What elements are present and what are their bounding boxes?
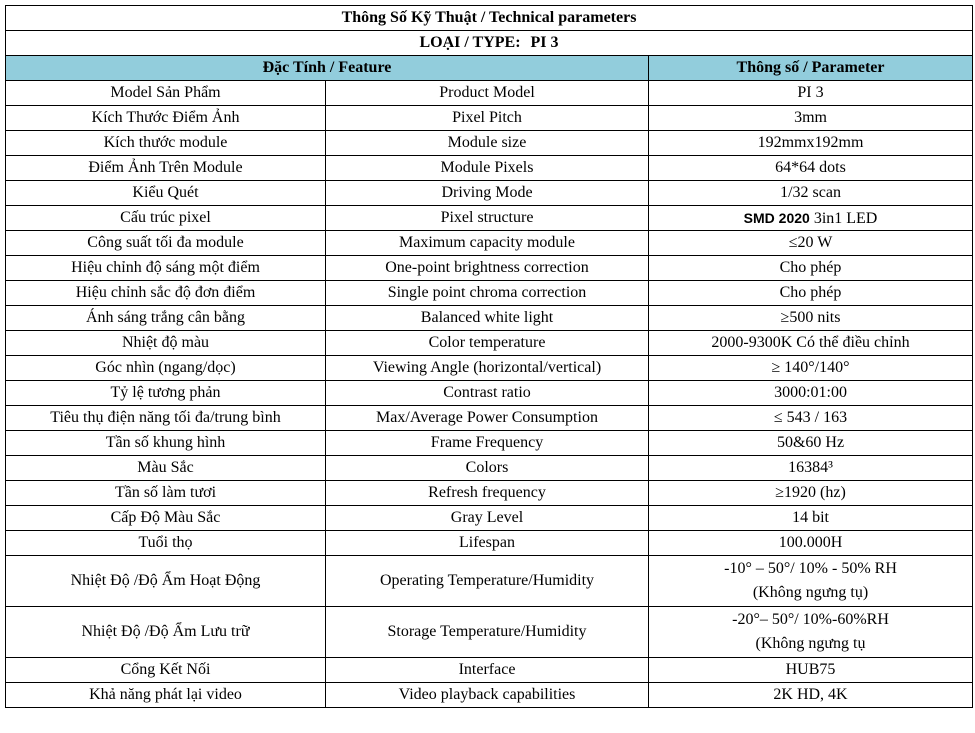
feature-vi-cell: Tần số làm tươi — [6, 481, 326, 506]
feature-en-cell: Module size — [326, 131, 649, 156]
parameter-cell — [649, 456, 973, 481]
feature-vi-cell: Cấu trúc pixel — [6, 206, 326, 231]
feature-vi-cell: Tuổi thọ — [6, 531, 326, 556]
feature-en-cell: Operating Temperature/Humidity — [326, 556, 649, 607]
table-row — [6, 406, 973, 431]
feature-vi-cell: Nhiệt độ màu — [6, 331, 326, 356]
type-row — [6, 31, 973, 56]
parameter-value: 3in1 LED — [813, 209, 878, 227]
table-row — [6, 131, 973, 156]
feature-en-cell: Pixel Pitch — [326, 106, 649, 131]
parameter-value: 16384³ — [788, 459, 833, 476]
feature-en-cell: Storage Temperature/Humidity — [326, 607, 649, 658]
feature-en-cell: Balanced white light — [326, 306, 649, 331]
feature-en-cell: Color temperature — [326, 331, 649, 356]
parameter-value: 2K HD, 4K — [773, 686, 848, 703]
parameter-cell — [649, 131, 973, 156]
feature-en-cell: Video playback capabilities — [326, 683, 649, 708]
parameter-value: 14 bit — [792, 509, 829, 526]
feature-en-cell: One-point brightness correction — [326, 256, 649, 281]
feature-vi-cell: Cổng Kết Nối — [6, 658, 326, 683]
feature-en-cell: Lifespan — [326, 531, 649, 556]
parameter-cell — [649, 181, 973, 206]
feature-en-cell: Maximum capacity module — [326, 231, 649, 256]
parameter-cell — [649, 506, 973, 531]
table-row — [6, 456, 973, 481]
parameter-cell — [649, 156, 973, 181]
type-cell — [6, 31, 973, 56]
parameter-cell — [649, 683, 973, 708]
table-row — [6, 531, 973, 556]
table-row — [6, 281, 973, 306]
feature-vi-cell: Tiêu thụ điện năng tối đa/trung bình — [6, 406, 326, 431]
feature-en-cell: Gray Level — [326, 506, 649, 531]
feature-vi-cell: Màu Sắc — [6, 456, 326, 481]
parameter-value: PI 3 — [797, 84, 824, 101]
feature-vi-cell: Cấp Độ Màu Sắc — [6, 506, 326, 531]
table-row — [6, 381, 973, 406]
parameter-cell — [649, 106, 973, 131]
type-label: LOẠI / TYPE: — [419, 34, 521, 51]
parameter-value: 100.000H — [778, 534, 843, 551]
header-row — [6, 56, 973, 81]
feature-vi-cell: Tỷ lệ tương phản — [6, 381, 326, 406]
header-feature: Đặc Tính / Feature — [6, 56, 649, 81]
parameter-value: 192mmx192mm — [757, 134, 864, 151]
parameter-cell — [649, 381, 973, 406]
table-row — [6, 231, 973, 256]
feature-vi-cell: Kích thước module — [6, 131, 326, 156]
parameter-value: 3000:01:00 — [774, 384, 847, 401]
feature-vi-cell: Hiệu chỉnh độ sáng một điểm — [6, 256, 326, 281]
parameter-value: Cho phép — [779, 259, 842, 276]
type-value: PI 3 — [530, 34, 559, 51]
parameter-cell — [649, 607, 973, 658]
table-row — [6, 181, 973, 206]
table-row — [6, 658, 973, 683]
parameter-bold-part: SMD 2020 — [743, 209, 810, 226]
parameter-value: 64*64 dots — [775, 159, 846, 176]
feature-en-cell: Pixel structure — [326, 206, 649, 231]
parameter-cell — [649, 556, 973, 607]
feature-en-cell: Interface — [326, 658, 649, 683]
feature-en-cell: Product Model — [326, 81, 649, 106]
parameter-cell — [649, 481, 973, 506]
parameter-cell — [649, 206, 973, 231]
parameter-value: -20°– 50°/ 10%-60%RH — [732, 611, 889, 628]
parameter-value: ≤20 W — [788, 234, 833, 251]
feature-vi-cell: Hiệu chỉnh sắc độ đơn điểm — [6, 281, 326, 306]
parameter-value: -10° – 50°/ 10% - 50% RH — [724, 560, 897, 577]
table-row — [6, 683, 973, 708]
feature-en-cell: Module Pixels — [326, 156, 649, 181]
parameter-value: ≥500 nits — [780, 309, 841, 326]
feature-en-cell: Viewing Angle (horizontal/vertical) — [326, 356, 649, 381]
parameter-note: (Không ngưng tụ — [755, 635, 866, 652]
feature-en-cell: Contrast ratio — [326, 381, 649, 406]
feature-vi-cell: Công suất tối đa module — [6, 231, 326, 256]
table-row — [6, 331, 973, 356]
parameter-cell — [649, 431, 973, 456]
feature-vi-cell: Kiểu Quét — [6, 181, 326, 206]
feature-vi-cell: Model Sản Phẩm — [6, 81, 326, 106]
table-row — [6, 506, 973, 531]
feature-vi-cell: Nhiệt Độ /Độ Ẩm Lưu trữ — [6, 607, 326, 658]
parameter-cell — [649, 306, 973, 331]
parameter-cell — [649, 531, 973, 556]
table-row — [6, 156, 973, 181]
table-row — [6, 481, 973, 506]
feature-en-cell: Colors — [326, 456, 649, 481]
feature-vi-cell: Nhiệt Độ /Độ Ẩm Hoạt Động — [6, 556, 326, 607]
parameter-value: ≥ 140°/140° — [771, 359, 850, 376]
table-row — [6, 556, 973, 607]
parameter-value: 1/32 scan — [780, 184, 841, 201]
feature-en-cell: Max/Average Power Consumption — [326, 406, 649, 431]
parameter-cell — [649, 406, 973, 431]
spec-table — [5, 5, 973, 708]
parameter-cell — [649, 331, 973, 356]
parameter-value: 3mm — [794, 109, 827, 126]
parameter-value: ≤ 543 / 163 — [773, 409, 848, 426]
parameter-cell — [649, 256, 973, 281]
feature-vi-cell: Ánh sáng trắng cân bằng — [6, 306, 326, 331]
table-row — [6, 306, 973, 331]
parameter-value: 2000-9300K Có thể điều chỉnh — [711, 334, 910, 351]
parameter-value: 50&60 Hz — [776, 434, 845, 451]
parameter-value: HUB75 — [785, 661, 836, 678]
table-row — [6, 431, 973, 456]
feature-en-cell: Frame Frequency — [326, 431, 649, 456]
feature-vi-cell: Góc nhìn (ngang/dọc) — [6, 356, 326, 381]
title-row — [6, 6, 973, 31]
parameter-cell — [649, 81, 973, 106]
parameter-value: Cho phép — [779, 284, 842, 301]
table-row — [6, 81, 973, 106]
feature-en-cell: Single point chroma correction — [326, 281, 649, 306]
feature-en-cell: Refresh frequency — [326, 481, 649, 506]
feature-vi-cell: Điểm Ảnh Trên Module — [6, 156, 326, 181]
parameter-cell — [649, 231, 973, 256]
table-row — [6, 256, 973, 281]
table-row — [6, 106, 973, 131]
table-title: Thông Số Kỹ Thuật / Technical parameters — [6, 6, 973, 31]
parameter-cell — [649, 281, 973, 306]
header-parameter: Thông số / Parameter — [649, 56, 973, 81]
feature-en-cell: Driving Mode — [326, 181, 649, 206]
table-row — [6, 206, 973, 231]
parameter-note: (Không ngưng tụ) — [752, 584, 869, 601]
table-row — [6, 356, 973, 381]
feature-vi-cell: Khả năng phát lại video — [6, 683, 326, 708]
parameter-cell — [649, 356, 973, 381]
table-row — [6, 607, 973, 658]
parameter-cell — [649, 658, 973, 683]
parameter-value: ≥1920 (hz) — [775, 484, 846, 501]
feature-vi-cell: Tần số khung hình — [6, 431, 326, 456]
feature-vi-cell: Kích Thước Điểm Ảnh — [6, 106, 326, 131]
